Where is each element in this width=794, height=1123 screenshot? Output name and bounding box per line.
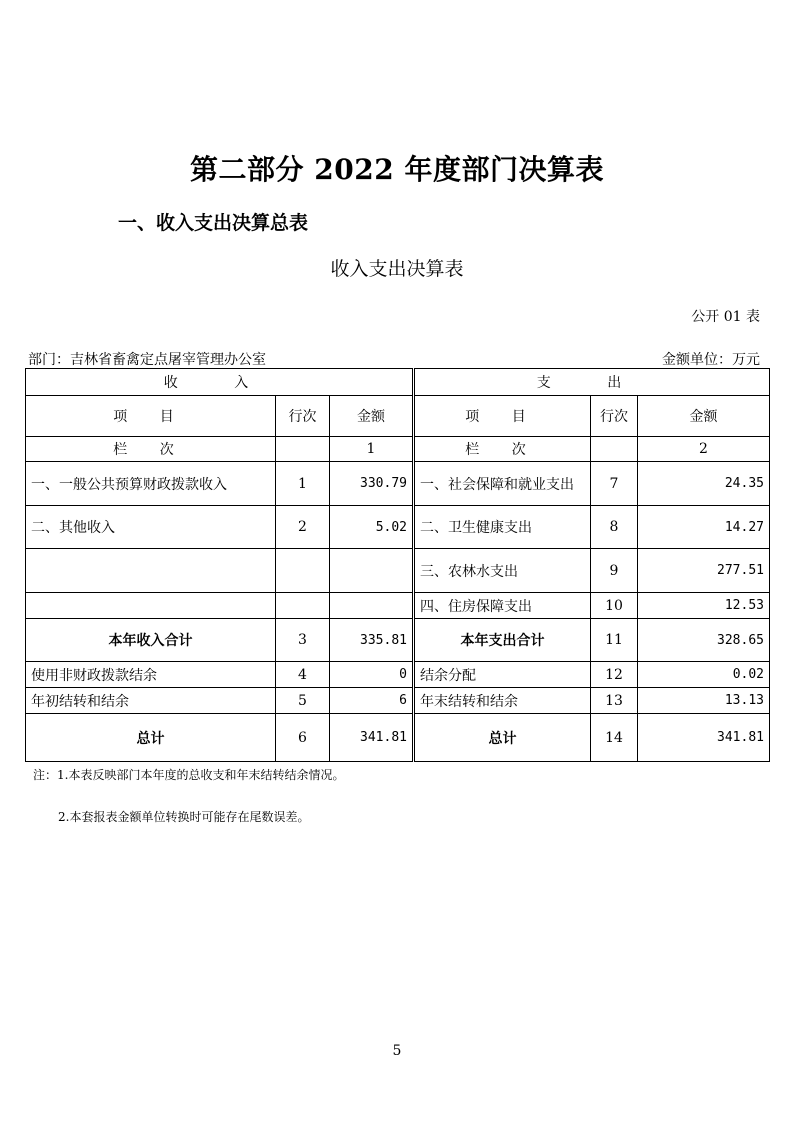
income-amount: 5.02: [330, 506, 413, 549]
page-number: 5: [392, 1043, 402, 1059]
income-amount: [330, 593, 413, 619]
expense-amount: 24.35: [638, 462, 770, 506]
expense-item: 一、社会保障和就业支出: [415, 462, 591, 506]
expense-row-no: 10: [591, 593, 638, 619]
income-col-label: 栏 次: [26, 437, 276, 462]
table-row: [26, 714, 770, 762]
expense-row-no: 12: [591, 662, 638, 688]
expense-item: 四、住房保障支出: [415, 593, 591, 619]
department-label: 部门：吉林省畜禽定点屠宰管理办公室: [28, 352, 266, 368]
expense-col-number: 2: [638, 437, 770, 462]
income-amount: 341.81: [330, 714, 413, 762]
table-row: [26, 593, 770, 619]
income-row-no: 1: [276, 462, 330, 506]
income-item: 使用非财政拨款结余: [26, 662, 276, 688]
expense-row-no: 13: [591, 688, 638, 714]
income-expense-table: [25, 368, 770, 762]
expense-row-no: 7: [591, 462, 638, 506]
expense-item: 年末结转和结余: [415, 688, 591, 714]
expense-item: 总计: [415, 714, 591, 762]
expense-item: 三、农林水支出: [415, 549, 591, 593]
income-col-number: 1: [330, 437, 413, 462]
footnote-1: 注：1.本表反映部门本年度的总收支和年末结转结余情况。: [33, 768, 345, 782]
header-row-group: [26, 369, 770, 396]
unit-label: 金额单位：万元: [662, 352, 760, 368]
expense-amount-header: 金额: [638, 396, 770, 437]
income-row-no: [276, 593, 330, 619]
income-row-no: 4: [276, 662, 330, 688]
income-row-no: 2: [276, 506, 330, 549]
expense-item: 结余分配: [415, 662, 591, 688]
income-row-no: 3: [276, 619, 330, 662]
income-amount: 6: [330, 688, 413, 714]
income-item: 二、其他收入: [26, 506, 276, 549]
income-item: 总计: [26, 714, 276, 762]
income-amount: 0: [330, 662, 413, 688]
expense-row-no: 11: [591, 619, 638, 662]
table-row: [26, 462, 770, 506]
expense-item-header: 项 目: [415, 396, 591, 437]
header-row-colno: [26, 437, 770, 462]
income-row-no: 5: [276, 688, 330, 714]
expense-amount: 328.65: [638, 619, 770, 662]
income-item: 年初结转和结余: [26, 688, 276, 714]
expense-row-no: 14: [591, 714, 638, 762]
expense-amount: 341.81: [638, 714, 770, 762]
income-item: 本年收入合计: [26, 619, 276, 662]
income-amount: 330.79: [330, 462, 413, 506]
section-heading: 一、收入支出决算总表: [118, 212, 309, 234]
table-row: [26, 688, 770, 714]
table-row: [26, 662, 770, 688]
income-amount-header: 金额: [330, 396, 413, 437]
income-item: 一、一般公共预算财政拨款收入: [26, 462, 276, 506]
income-amount: 335.81: [330, 619, 413, 662]
expense-amount: 14.27: [638, 506, 770, 549]
income-rowno-header: 行次: [276, 396, 330, 437]
income-amount: [330, 549, 413, 593]
expense-item: 二、卫生健康支出: [415, 506, 591, 549]
expense-item: 本年支出合计: [415, 619, 591, 662]
income-item: [26, 593, 276, 619]
expense-amount: 277.51: [638, 549, 770, 593]
expense-col-label: 栏 次: [415, 437, 591, 462]
page-title: 第二部分 2022 年度部门决算表: [190, 153, 604, 186]
expense-rowno-header: 行次: [591, 396, 638, 437]
table-row: [26, 506, 770, 549]
header-row-columns: [26, 396, 770, 437]
expense-header: 支 出: [415, 369, 770, 396]
table-row: [26, 549, 770, 593]
expense-row-no: 8: [591, 506, 638, 549]
income-item-header: 项 目: [26, 396, 276, 437]
income-item: [26, 549, 276, 593]
income-header: 收 入: [26, 369, 413, 396]
income-row-no: 6: [276, 714, 330, 762]
income-row-no: [276, 549, 330, 593]
table-row: [26, 619, 770, 662]
table-number: 公开 01 表: [691, 309, 760, 325]
table-title: 收入支出决算表: [330, 258, 464, 280]
expense-amount: 0.02: [638, 662, 770, 688]
expense-row-no: 9: [591, 549, 638, 593]
expense-amount: 13.13: [638, 688, 770, 714]
footnote-2: 2.本套报表金额单位转换时可能存在尾数误差。: [58, 810, 310, 824]
expense-amount: 12.53: [638, 593, 770, 619]
